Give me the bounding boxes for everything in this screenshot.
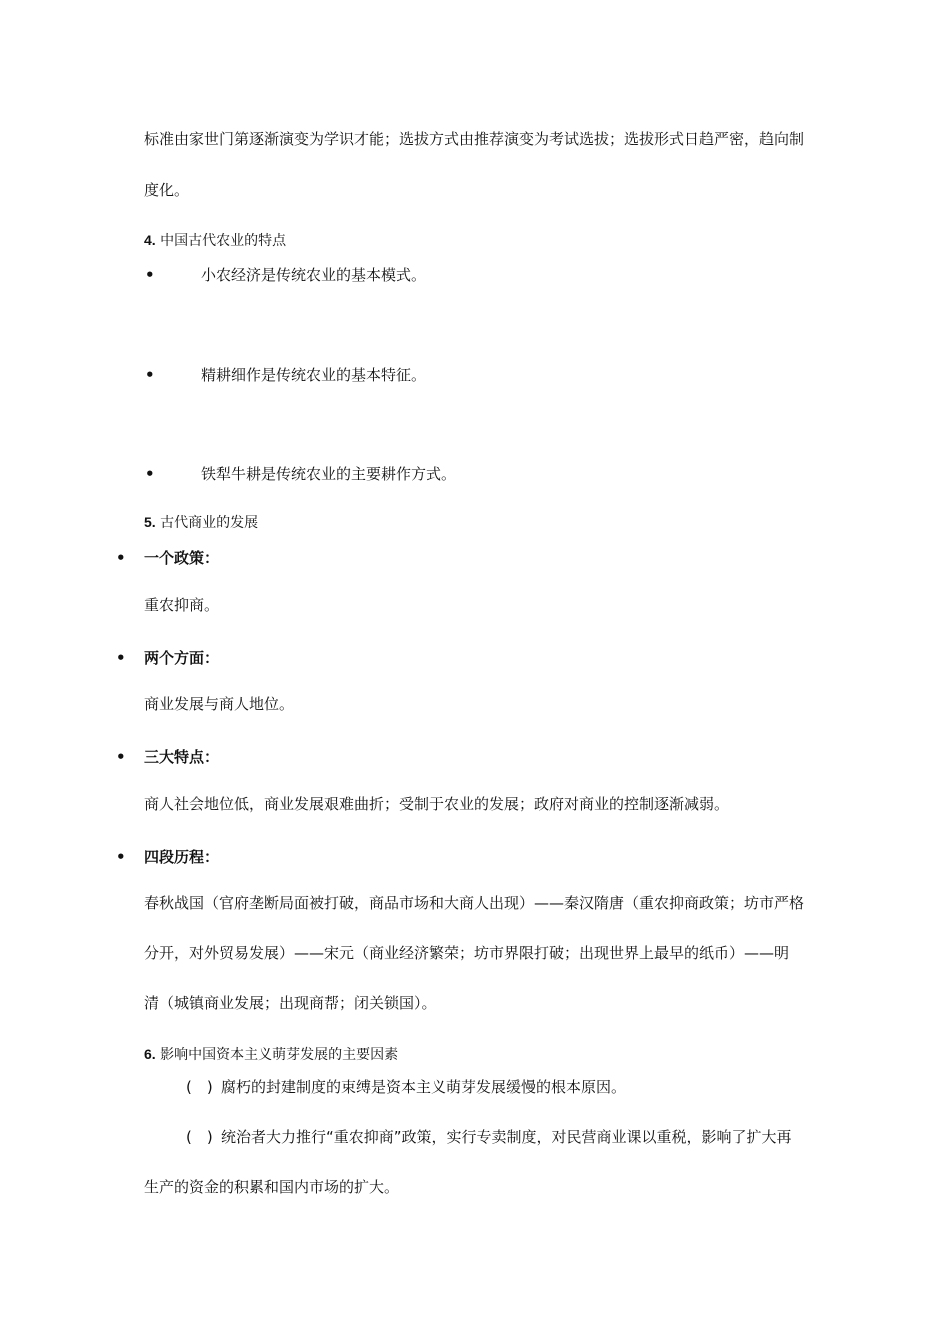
item-label: 四段历程： <box>144 848 220 866</box>
item-text: 生产的资金的积累和国内市场的扩大。 <box>144 1178 400 1196</box>
section-number: 4. <box>144 232 156 248</box>
item-text: 商人社会地位低，商业发展艰难曲折；受制于农业的发展；政府对商业的控制逐渐减弱。 <box>144 795 730 813</box>
bullet-icon: • <box>116 748 126 766</box>
section-title: 古代商业的发展 <box>160 515 259 531</box>
item-text: 腐朽的封建制度的束缚是资本主义萌芽发展缓慢的根本原因。 <box>221 1078 627 1096</box>
paren-marker: ( ) <box>186 1128 213 1146</box>
item-text: 分开，对外贸易发展）——宋元（商业经济繁荣；坊市界限打破；出现世界上最早的纸币）——明 <box>144 944 790 962</box>
section-heading-6 <box>144 1044 398 1065</box>
section-heading-5 <box>144 512 258 533</box>
section-title: 影响中国资本主义萌芽发展的主要因素 <box>160 1047 399 1063</box>
list-item: 铁犁牛耕是传统农业的主要耕作方式。 <box>201 465 457 483</box>
bullet-icon: • <box>145 266 155 284</box>
bullet-icon: • <box>145 465 155 483</box>
bullet-icon: • <box>145 366 155 384</box>
item-text: 春秋战国（官府垄断局面被打破，商品市场和大商人出现）——秦汉隋唐（重农抑商政策；坊市严格 <box>144 894 805 912</box>
item-text: 清（城镇商业发展；出现商帮；闭关锁国）。 <box>144 994 437 1012</box>
bullet-icon: • <box>116 549 126 567</box>
item-label: 两个方面： <box>144 649 220 667</box>
section-number: 6. <box>144 1046 156 1062</box>
paragraph-line: 度化。 <box>144 181 190 199</box>
item-label: 三大特点： <box>144 748 220 766</box>
list-item: 精耕细作是传统农业的基本特征。 <box>201 366 427 384</box>
bullet-icon: • <box>116 649 126 667</box>
paragraph-line: 标准由家世门第逐渐演变为学识才能；选拔方式由推荐演变为考试选拔；选拔形式日趋严密，趋向制 <box>144 130 805 148</box>
section-heading-4 <box>144 230 286 251</box>
item-text: 商业发展与商人地位。 <box>144 695 295 713</box>
paren-marker: ( ) <box>186 1078 213 1096</box>
item-label: 一个政策： <box>144 549 220 567</box>
section-number: 5. <box>144 514 156 530</box>
item-text: 统治者大力推行“重农抑商”政策，实行专卖制度，对民营商业课以重税，影响了扩大再 <box>221 1128 792 1146</box>
list-item: 小农经济是传统农业的基本模式。 <box>201 266 427 284</box>
section-title: 中国古代农业的特点 <box>160 233 287 249</box>
item-text: 重农抑商。 <box>144 596 220 614</box>
bullet-icon: • <box>116 848 126 866</box>
